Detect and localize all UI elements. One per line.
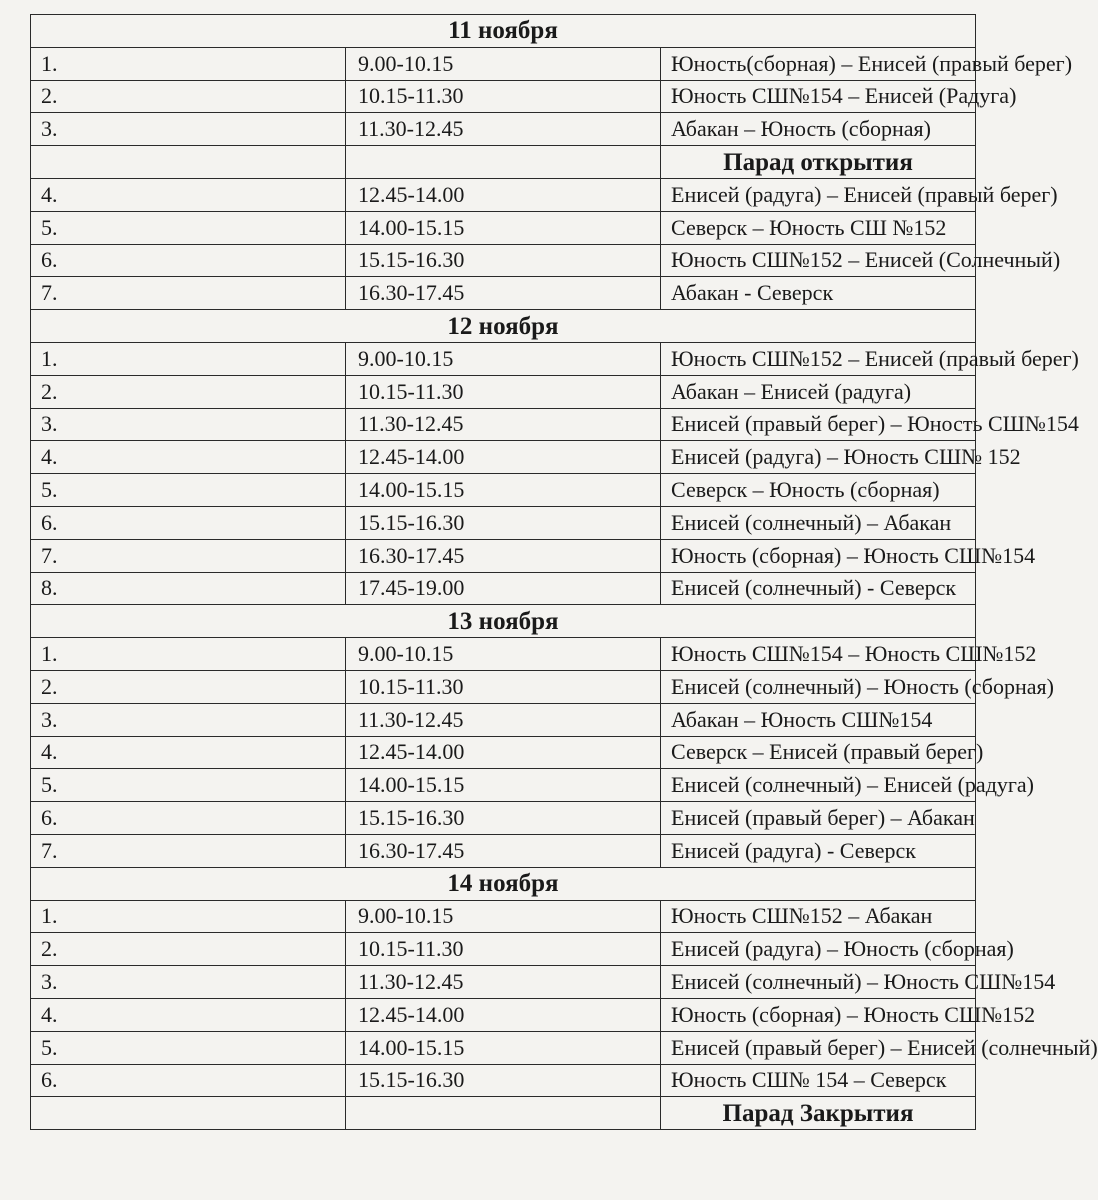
- parade-title: Парад открытия: [661, 146, 976, 179]
- match-number: 3.: [31, 966, 346, 999]
- match-teams: Абакан – Юность (сборная): [661, 113, 976, 146]
- match-number: 1.: [31, 900, 346, 933]
- match-number: 1.: [31, 47, 346, 80]
- match-row: [31, 703, 976, 736]
- match-row: [31, 769, 976, 802]
- match-number: 6.: [31, 244, 346, 277]
- match-row: [31, 539, 976, 572]
- match-time: [346, 146, 661, 179]
- day-header-row: [31, 15, 976, 48]
- day-heading: 13 ноября: [31, 605, 976, 638]
- match-row: [31, 47, 976, 80]
- day-heading: 11 ноября: [31, 15, 976, 48]
- match-row: [31, 178, 976, 211]
- match-number: 2.: [31, 80, 346, 113]
- match-teams: Юность СШ№ 154 – Северск: [661, 1064, 976, 1097]
- match-number: 2.: [31, 670, 346, 703]
- match-number: 4.: [31, 736, 346, 769]
- match-time: 10.15-11.30: [346, 933, 661, 966]
- match-row: [31, 670, 976, 703]
- match-time: 16.30-17.45: [346, 834, 661, 867]
- match-row: [31, 277, 976, 310]
- match-time: 9.00-10.15: [346, 47, 661, 80]
- match-number: 7.: [31, 834, 346, 867]
- match-number: 5.: [31, 1031, 346, 1064]
- match-teams: Енисей (солнечный) – Юность СШ№154: [661, 966, 976, 999]
- match-time: 14.00-15.15: [346, 1031, 661, 1064]
- match-row: [31, 966, 976, 999]
- match-number: 6.: [31, 802, 346, 835]
- match-number: 2.: [31, 375, 346, 408]
- match-teams: Енисей (радуга) – Енисей (правый берег): [661, 178, 976, 211]
- day-heading: 14 ноября: [31, 867, 976, 900]
- match-teams: Енисей (правый берег) – Енисей (солнечный): [661, 1031, 976, 1064]
- match-row: [31, 474, 976, 507]
- match-time: 10.15-11.30: [346, 80, 661, 113]
- schedule-sheet: [30, 14, 1098, 1130]
- match-time: 14.00-15.15: [346, 474, 661, 507]
- day-heading: 12 ноября: [31, 310, 976, 343]
- match-time: 12.45-14.00: [346, 178, 661, 211]
- parade-row: [31, 1097, 976, 1130]
- match-row: [31, 900, 976, 933]
- match-teams: Юность (сборная) – Юность СШ№154: [661, 539, 976, 572]
- match-row: [31, 408, 976, 441]
- match-teams: Енисей (солнечный) – Енисей (радуга): [661, 769, 976, 802]
- schedule-body: [31, 15, 1098, 1130]
- match-time: 16.30-17.45: [346, 539, 661, 572]
- match-teams: Юность СШ№154 – Енисей (Радуга): [661, 80, 976, 113]
- match-number: 7.: [31, 539, 346, 572]
- match-time: 15.15-16.30: [346, 802, 661, 835]
- match-time: 14.00-15.15: [346, 211, 661, 244]
- match-teams: Юность СШ№154 – Юность СШ№152: [661, 638, 976, 671]
- match-time: 10.15-11.30: [346, 670, 661, 703]
- match-number: [31, 146, 346, 179]
- match-row: [31, 506, 976, 539]
- match-number: 1.: [31, 638, 346, 671]
- match-row: [31, 441, 976, 474]
- parade-row: [31, 146, 976, 179]
- parade-title: Парад Закрытия: [661, 1097, 976, 1130]
- match-teams: Северск – Юность (сборная): [661, 474, 976, 507]
- match-row: [31, 211, 976, 244]
- match-teams: Енисей (правый берег) – Юность СШ№154: [661, 408, 976, 441]
- match-number: 4.: [31, 441, 346, 474]
- match-time: 15.15-16.30: [346, 1064, 661, 1097]
- match-row: [31, 244, 976, 277]
- match-row: [31, 342, 976, 375]
- match-teams: Енисей (радуга) – Юность СШ№ 152: [661, 441, 976, 474]
- match-time: 12.45-14.00: [346, 736, 661, 769]
- day-header-row: [31, 310, 976, 343]
- match-teams: Юность(сборная) – Енисей (правый берег): [661, 47, 976, 80]
- match-row: [31, 1031, 976, 1064]
- match-number: 1.: [31, 342, 346, 375]
- match-number: 6.: [31, 506, 346, 539]
- match-time: 9.00-10.15: [346, 638, 661, 671]
- match-row: [31, 736, 976, 769]
- match-row: [31, 572, 976, 605]
- match-teams: Абакан – Енисей (радуга): [661, 375, 976, 408]
- match-number: 5.: [31, 474, 346, 507]
- match-number: 5.: [31, 211, 346, 244]
- schedule-table: [30, 14, 1098, 1130]
- match-teams: Абакан – Юность СШ№154: [661, 703, 976, 736]
- match-time: 15.15-16.30: [346, 506, 661, 539]
- match-row: [31, 802, 976, 835]
- match-teams: Юность СШ№152 – Енисей (правый берег): [661, 342, 976, 375]
- match-row: [31, 1064, 976, 1097]
- match-time: 10.15-11.30: [346, 375, 661, 408]
- match-teams: Юность СШ№152 – Абакан: [661, 900, 976, 933]
- match-time: 11.30-12.45: [346, 966, 661, 999]
- match-time: 12.45-14.00: [346, 441, 661, 474]
- match-number: 7.: [31, 277, 346, 310]
- match-time: 11.30-12.45: [346, 703, 661, 736]
- match-teams: Енисей (радуга) – Юность (сборная): [661, 933, 976, 966]
- match-time: 16.30-17.45: [346, 277, 661, 310]
- match-number: 3.: [31, 703, 346, 736]
- match-time: 9.00-10.15: [346, 342, 661, 375]
- match-teams: Енисей (солнечный) – Юность (сборная): [661, 670, 976, 703]
- match-number: 4.: [31, 178, 346, 211]
- match-teams: Абакан - Северск: [661, 277, 976, 310]
- match-time: 14.00-15.15: [346, 769, 661, 802]
- match-time: 11.30-12.45: [346, 113, 661, 146]
- match-time: 11.30-12.45: [346, 408, 661, 441]
- match-number: 8.: [31, 572, 346, 605]
- match-time: 12.45-14.00: [346, 998, 661, 1031]
- match-teams: Северск – Юность СШ №152: [661, 211, 976, 244]
- match-time: 15.15-16.30: [346, 244, 661, 277]
- match-teams: Северск – Енисей (правый берег): [661, 736, 976, 769]
- match-teams: Юность (сборная) – Юность СШ№152: [661, 998, 976, 1031]
- match-teams: Енисей (радуга) - Северск: [661, 834, 976, 867]
- match-number: 3.: [31, 113, 346, 146]
- match-time: [346, 1097, 661, 1130]
- match-time: 17.45-19.00: [346, 572, 661, 605]
- match-row: [31, 998, 976, 1031]
- match-teams: Енисей (солнечный) - Северск: [661, 572, 976, 605]
- match-row: [31, 80, 976, 113]
- day-header-row: [31, 867, 976, 900]
- match-row: [31, 375, 976, 408]
- match-teams: Енисей (солнечный) – Абакан: [661, 506, 976, 539]
- match-row: [31, 638, 976, 671]
- match-number: 6.: [31, 1064, 346, 1097]
- match-number: 5.: [31, 769, 346, 802]
- match-number: 2.: [31, 933, 346, 966]
- match-time: 9.00-10.15: [346, 900, 661, 933]
- match-row: [31, 113, 976, 146]
- match-number: [31, 1097, 346, 1130]
- match-teams: Юность СШ№152 – Енисей (Солнечный): [661, 244, 976, 277]
- match-row: [31, 834, 976, 867]
- match-number: 3.: [31, 408, 346, 441]
- day-header-row: [31, 605, 976, 638]
- match-teams: Енисей (правый берег) – Абакан: [661, 802, 976, 835]
- match-row: [31, 933, 976, 966]
- match-number: 4.: [31, 998, 346, 1031]
